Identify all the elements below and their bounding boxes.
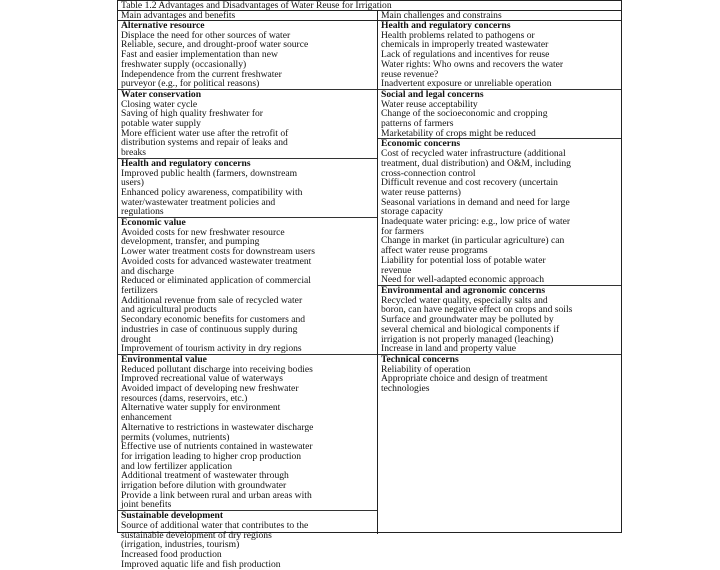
list-item: Inadequate water pricing: e.g., low price of water for farmers bbox=[381, 216, 571, 237]
section-heading: Sustainable development bbox=[118, 510, 377, 521]
advantages-table bbox=[117, 0, 622, 570]
section-heading: Economic value bbox=[118, 217, 377, 228]
list-item: Reliable, secure, and drought-proof water source bbox=[121, 39, 309, 51]
section-heading: Health and regulatory concerns bbox=[381, 20, 511, 31]
table-caption: Table 1.2 Advantages and Disadvantages of Water Reuse for Irrigation bbox=[118, 1, 621, 11]
list-item: Change in market (in particular agriculture) can affect water reuse programs bbox=[381, 235, 565, 257]
list-item: Provide a link between rural and urban areas with joint benefits bbox=[121, 489, 312, 511]
list-item: Recycled water quality, especially salts and boron, can have negative effect on crops and soils bbox=[381, 294, 573, 316]
list-item: Improved recreational value of waterways bbox=[121, 373, 283, 385]
challenges-column bbox=[378, 11, 621, 534]
list-item: Saving of high quality freshwater for potable water supply bbox=[121, 108, 264, 130]
list-item: Inadvertent exposure or unreliable operation bbox=[381, 78, 552, 90]
section-heading: Environmental value bbox=[118, 354, 377, 365]
list-item: Seasonal variations in demand and need for large storage capacity bbox=[381, 196, 570, 218]
list-item: Improved aquatic life and fish production bbox=[121, 558, 281, 570]
list-item: Water rights: Who owns and recovers the water reuse revenue? bbox=[381, 58, 564, 80]
list-item: Avoided costs for new freshwater resource development, transfer, and pumping bbox=[121, 226, 285, 248]
list-item: Reliability of operation bbox=[381, 363, 471, 375]
list-item: Health problems related to pathogens or chemicals in improperly treated wastewater bbox=[381, 29, 549, 51]
list-item: Change of the socioeconomic and cropping patterns of farmers bbox=[381, 108, 548, 130]
list-item: Independence from the current freshwater purveyor (e.g., for political reasons) bbox=[121, 68, 282, 90]
list-item: Lower water treatment costs for downstream users bbox=[121, 246, 315, 258]
list-item: Displace the need for other sources of water bbox=[121, 29, 291, 41]
list-item: Additional treatment of wastewater through irrigation before dilution with groundwater bbox=[121, 470, 289, 492]
list-item: Liability for potential loss of potable water revenue bbox=[381, 254, 546, 276]
list-item: Alternative water supply for environment enhancement bbox=[121, 402, 281, 424]
section-heading: Alternative resource bbox=[121, 20, 205, 31]
list-item: Difficult revenue and cost recovery (uncertain water reuse patterns) bbox=[381, 177, 558, 198]
list-item: Avoided costs for advanced wastewater treatment and discharge bbox=[121, 255, 312, 277]
list-item: Alternative to restrictions in wastewater discharge permits (volumes, nutrients) bbox=[121, 421, 314, 443]
list-item: Need for well-adapted economic approach bbox=[381, 274, 545, 286]
list-item: Effective use of nutrients contained in wastewater for irrigation leading to higher crop production and low fertilizer application bbox=[121, 441, 313, 472]
list-item: Surface and groundwater may be polluted by several chemical and biological components if irrigation is not properly managed (leaching) bbox=[381, 314, 560, 345]
list-item: Lack of regulations and incentives for reuse bbox=[381, 49, 550, 61]
list-item: Appropriate choice and design of treatment technologies bbox=[381, 373, 548, 395]
list-item: Marketability of crops might be reduced bbox=[381, 127, 536, 139]
list-item: Reduced or eliminated application of commercial fertilizers bbox=[121, 275, 311, 296]
advantages-column-header: Main advantages and benefits bbox=[118, 11, 377, 21]
list-item: Cost of recycled water infrastructure (additional treatment, dual distribution) and O&M, including cross-connection control bbox=[381, 148, 571, 179]
table-body bbox=[118, 10, 621, 570]
challenges-list bbox=[378, 21, 621, 394]
section-heading: Environmental and agronomic concerns bbox=[378, 285, 621, 296]
list-item: Source of additional water that contributes to the sustainable development of dry regions (irrigation, industries, tourism) bbox=[121, 519, 309, 551]
list-item: Additional revenue from sale of recycled water and agricultural products bbox=[121, 294, 303, 316]
list-item: Increase in land and property value bbox=[381, 343, 517, 355]
section-heading: Social and legal concerns bbox=[378, 89, 621, 100]
list-item: Enhanced policy awareness, compatibility with water/wastewater treatment policies and regulations bbox=[121, 186, 303, 218]
section-heading: Technical concerns bbox=[378, 354, 621, 365]
advantages-list bbox=[118, 21, 377, 569]
list-item: Fast and easier implementation than new freshwater supply (occasionally) bbox=[121, 49, 278, 70]
list-item: Closing water cycle bbox=[121, 98, 198, 110]
list-item: Improved public health (farmers, downstream users) bbox=[121, 167, 298, 189]
list-item: Secondary economic benefits for customers and industries in case of continuous supply during drought bbox=[121, 314, 306, 345]
section-heading: Economic concerns bbox=[378, 138, 621, 149]
list-item: More efficient water use after the retrofit of distribution systems and repair of leaks and breaks bbox=[121, 127, 289, 159]
list-item: Increased food production bbox=[121, 548, 222, 560]
section-heading: Health and regulatory concerns bbox=[118, 158, 377, 169]
section-heading: Water conservation bbox=[118, 89, 377, 100]
list-item: Improvement of tourism activity in dry regions bbox=[121, 343, 302, 355]
list-item: Reduced pollutant discharge into receiving bodies bbox=[121, 363, 313, 375]
list-item: Water reuse acceptability bbox=[381, 98, 478, 110]
challenges-column-header: Main challenges and constrains bbox=[378, 11, 621, 21]
advantages-column bbox=[118, 10, 378, 570]
list-item: Avoided impact of developing new freshwater resources (dams, reservoirs, etc.) bbox=[121, 383, 299, 404]
